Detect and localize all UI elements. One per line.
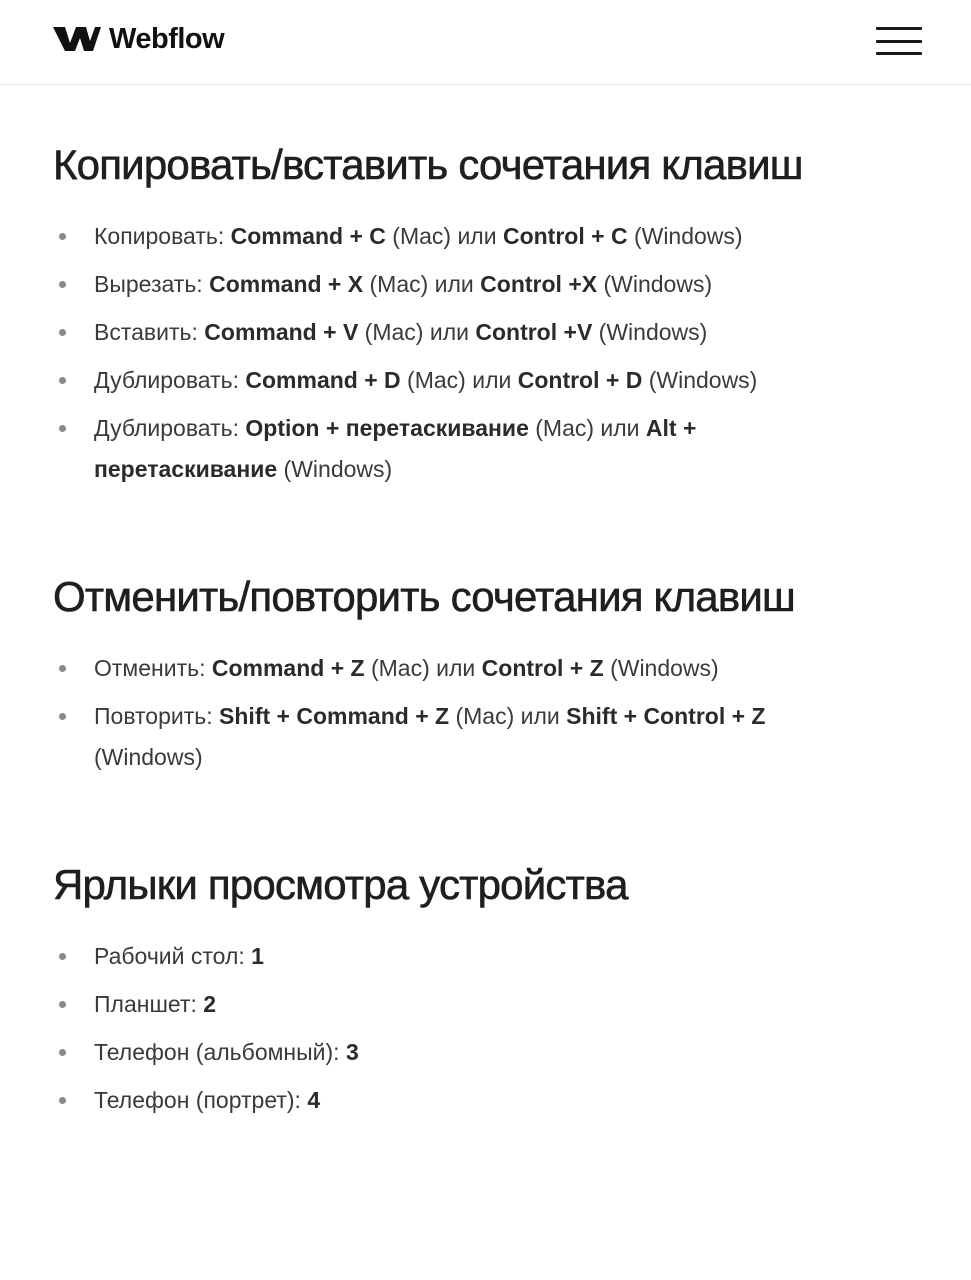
menu-bar-bottom [876,52,922,55]
list-item: Повторить: Shift + Command + Z (Mac) или Shift + Control + Z (Windows) [53,696,923,778]
webflow-w-icon [53,23,101,55]
list-item: Вырезать: Command + X (Mac) или Control +X (Windows) [53,264,923,305]
shortcut-list [53,648,923,778]
shortcut-list [53,216,923,490]
menu-bar-middle [876,40,922,43]
section-title: Ярлыки просмотра устройства [53,861,628,908]
list-item: Дублировать: Option + перетаскивание (Mac) или Alt + перетаскивание (Windows) [53,408,923,490]
shortcut-list [53,936,923,1121]
list-item: Отменить: Command + Z (Mac) или Control + Z (Windows) [53,648,923,689]
section-copy-paste [53,140,923,497]
menu-bar-top [876,27,922,30]
hamburger-menu-button[interactable] [875,24,923,58]
list-item: Вставить: Command + V (Mac) или Control +V (Windows) [53,312,923,353]
section-undo-redo [53,572,923,785]
section-device-view [53,860,923,1128]
section-title: Копировать/вставить сочетания клавиш [53,141,803,188]
brand-name: Webflow [109,22,225,55]
section-title: Отменить/повторить сочетания клавиш [53,573,795,620]
webflow-logo-link[interactable] [53,22,224,56]
list-item: Телефон (альбомный): 3 [53,1032,923,1073]
list-item: Копировать: Command + C (Mac) или Control + C (Windows) [53,216,923,257]
list-item: Дублировать: Command + D (Mac) или Control + D (Windows) [53,360,923,401]
list-item: Планшет: 2 [53,984,923,1025]
list-item: Рабочий стол: 1 [53,936,923,977]
list-item: Телефон (портрет): 4 [53,1080,923,1121]
site-header [0,0,971,85]
